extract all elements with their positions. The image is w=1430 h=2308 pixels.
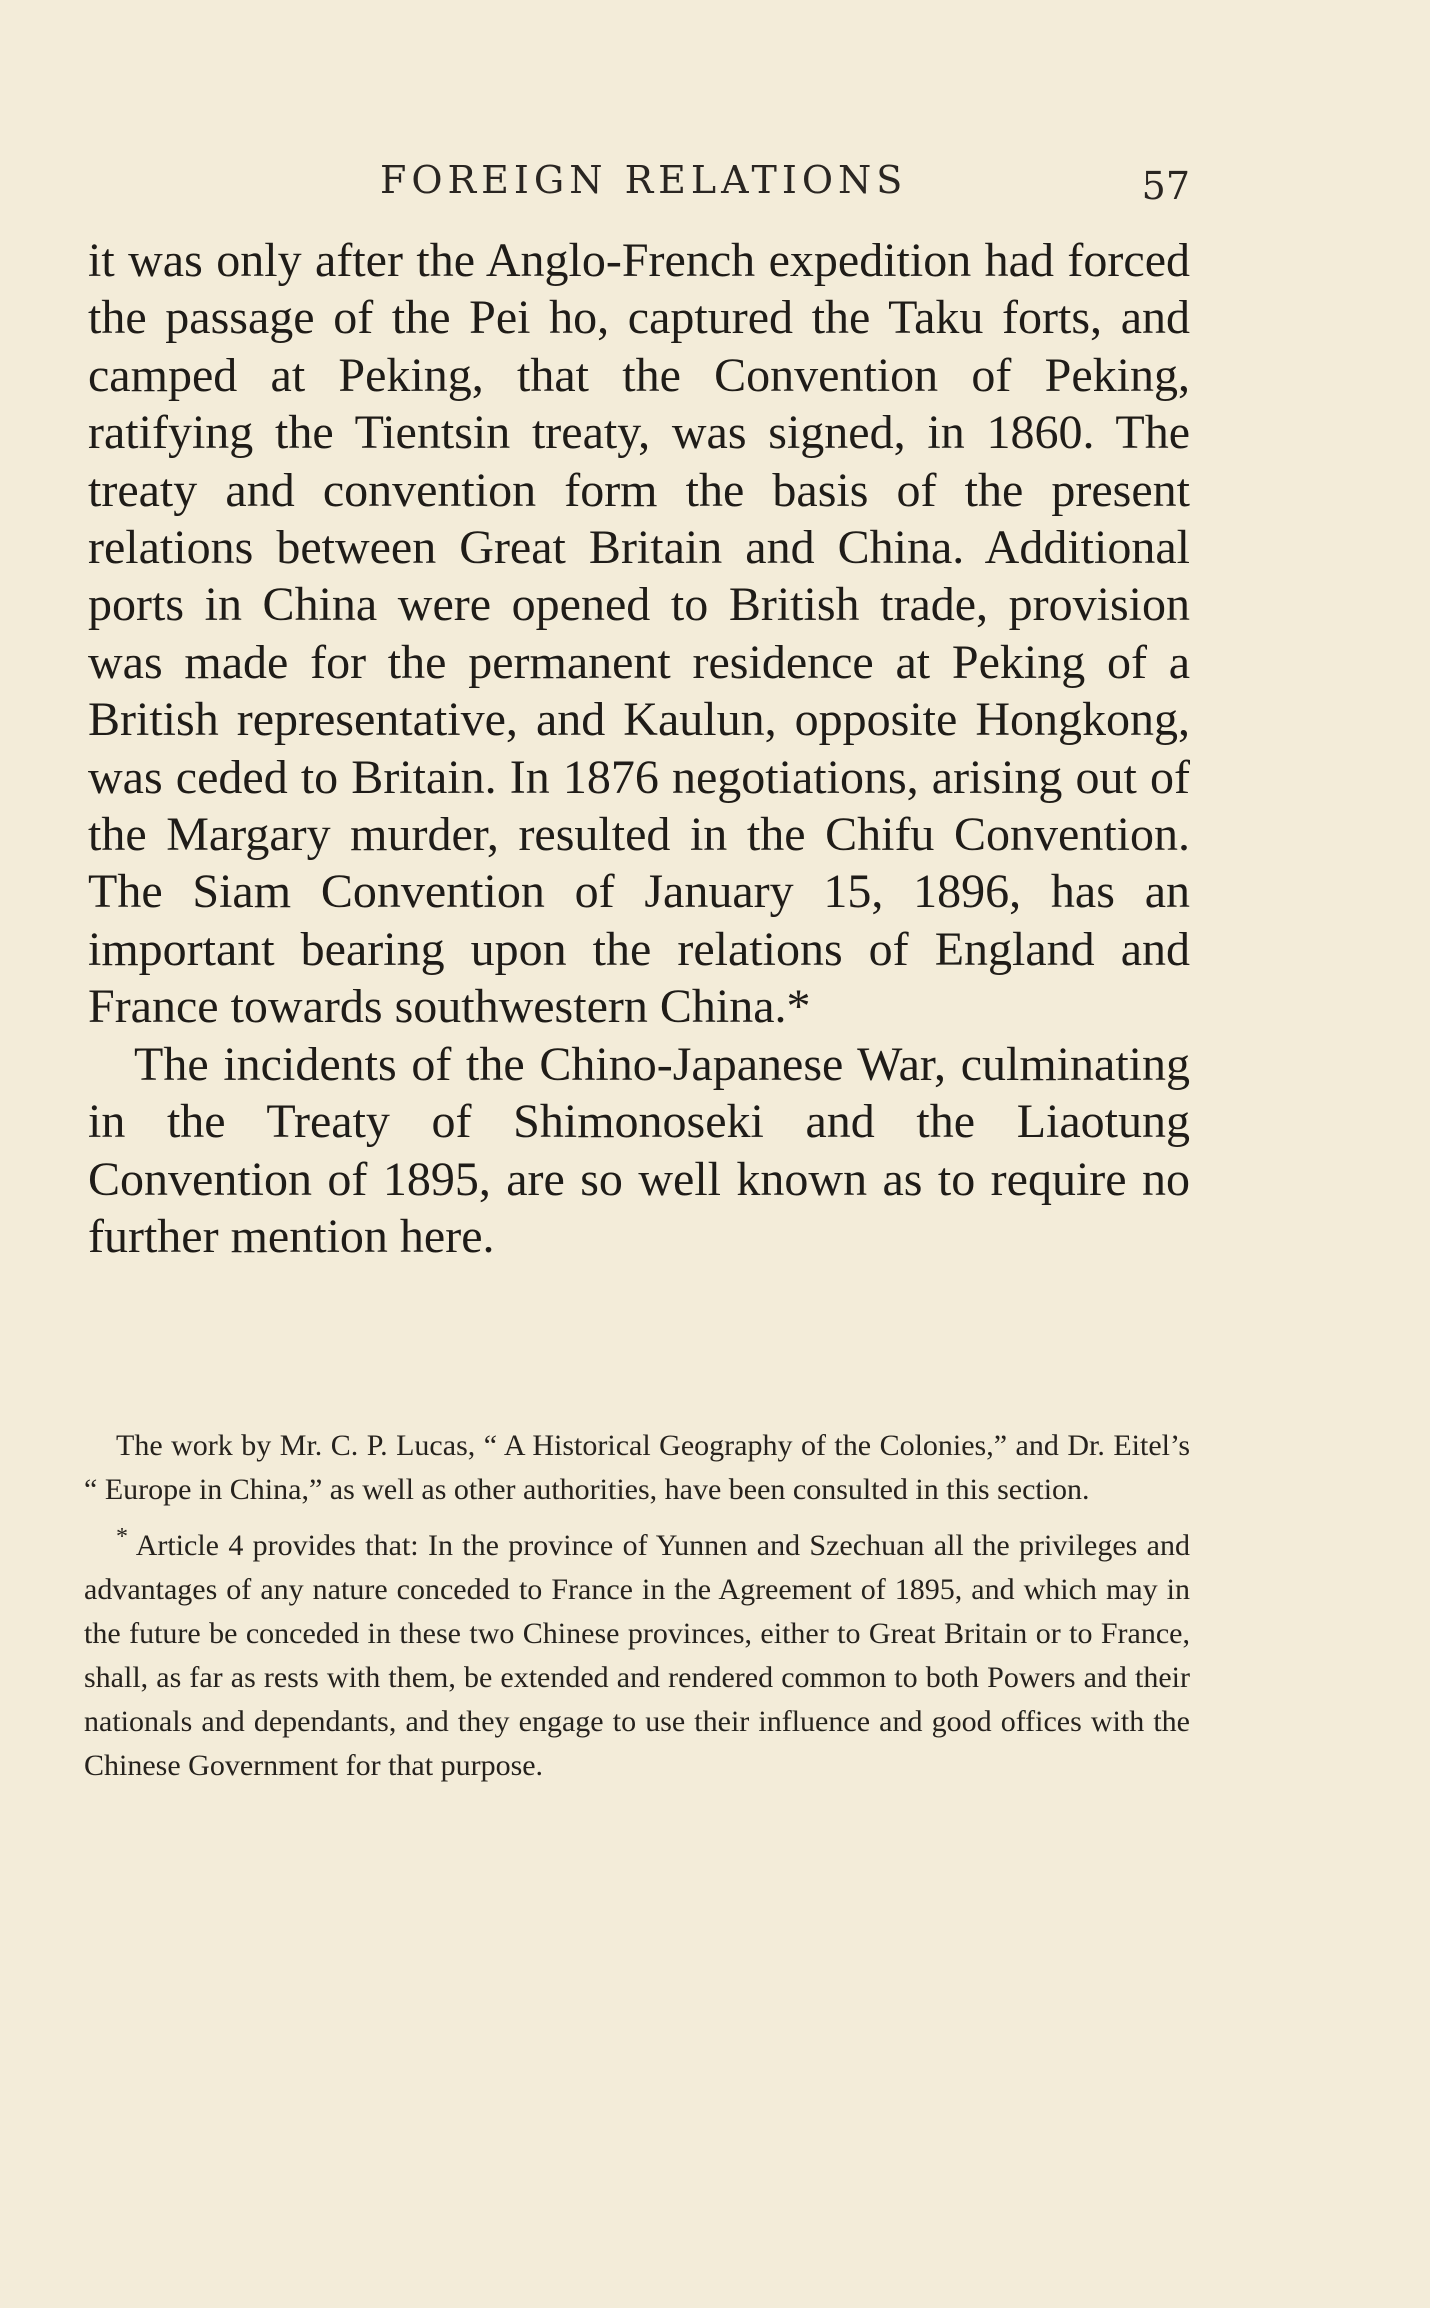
main-text — [88, 232, 1190, 1265]
page-number: 57 — [1141, 164, 1190, 208]
sources-note: The work by Mr. C. P. Lucas, “ A Historical Geography of the Colonies,” and Dr. Eitel’s “ Europe in China,” as well as other authorities, have been consulted in this section. — [84, 1429, 1190, 1506]
running-head: FOREIGN RELATIONS — [380, 158, 908, 202]
body-paragraph — [88, 232, 1190, 1036]
footnote — [84, 1524, 1190, 1788]
footnote-marker: * — [116, 1524, 128, 1550]
paragraph-text: it was only after the Anglo-French expedition had forced the passage of the Pei ho, captured the Taku forts, and camped at Peking, that the Convention of Peking, ratifying the Tientsin treaty, was signed, in 1860. The treaty and convention form the basis of the present relations between Great Britain and China. Additional ports in China were opened to British trade, provision was made for the permanent residence at Peking of a British representative, and Kaulun, opposite Hongkong, was ceded to Britain. In 1876 negotiations, arising out of the Margary murder, resulted in the Chifu Convention. The Siam Convention of January 15, 1896, has an important bearing upon the relations of England and France towards southwestern China. — [88, 234, 1190, 1034]
footnote-reference: * — [786, 980, 811, 1034]
body-paragraph: The incidents of the Chino-Japanese War, culminating in the Treaty of Shimonoseki and the Liaotung Convention of 1895, are so well known as to require no further mention here. — [88, 1037, 1190, 1263]
footnote-text: Article 4 provides that: In the province of Yunnen and Szechuan all the privileges and advantages of any nature conceded to France in the Agreement of 1895, and which may in the future be conceded in these two Chinese provinces, either to Great Britain or to France, shall, as far as rests with them, be extended and rendered common to both Powers and their nationals and dependants, and they engage to use their influence and good offices with the Chinese Government for that purpose. — [84, 1529, 1190, 1782]
page-header — [88, 150, 1190, 210]
notes-section — [84, 1424, 1190, 1788]
